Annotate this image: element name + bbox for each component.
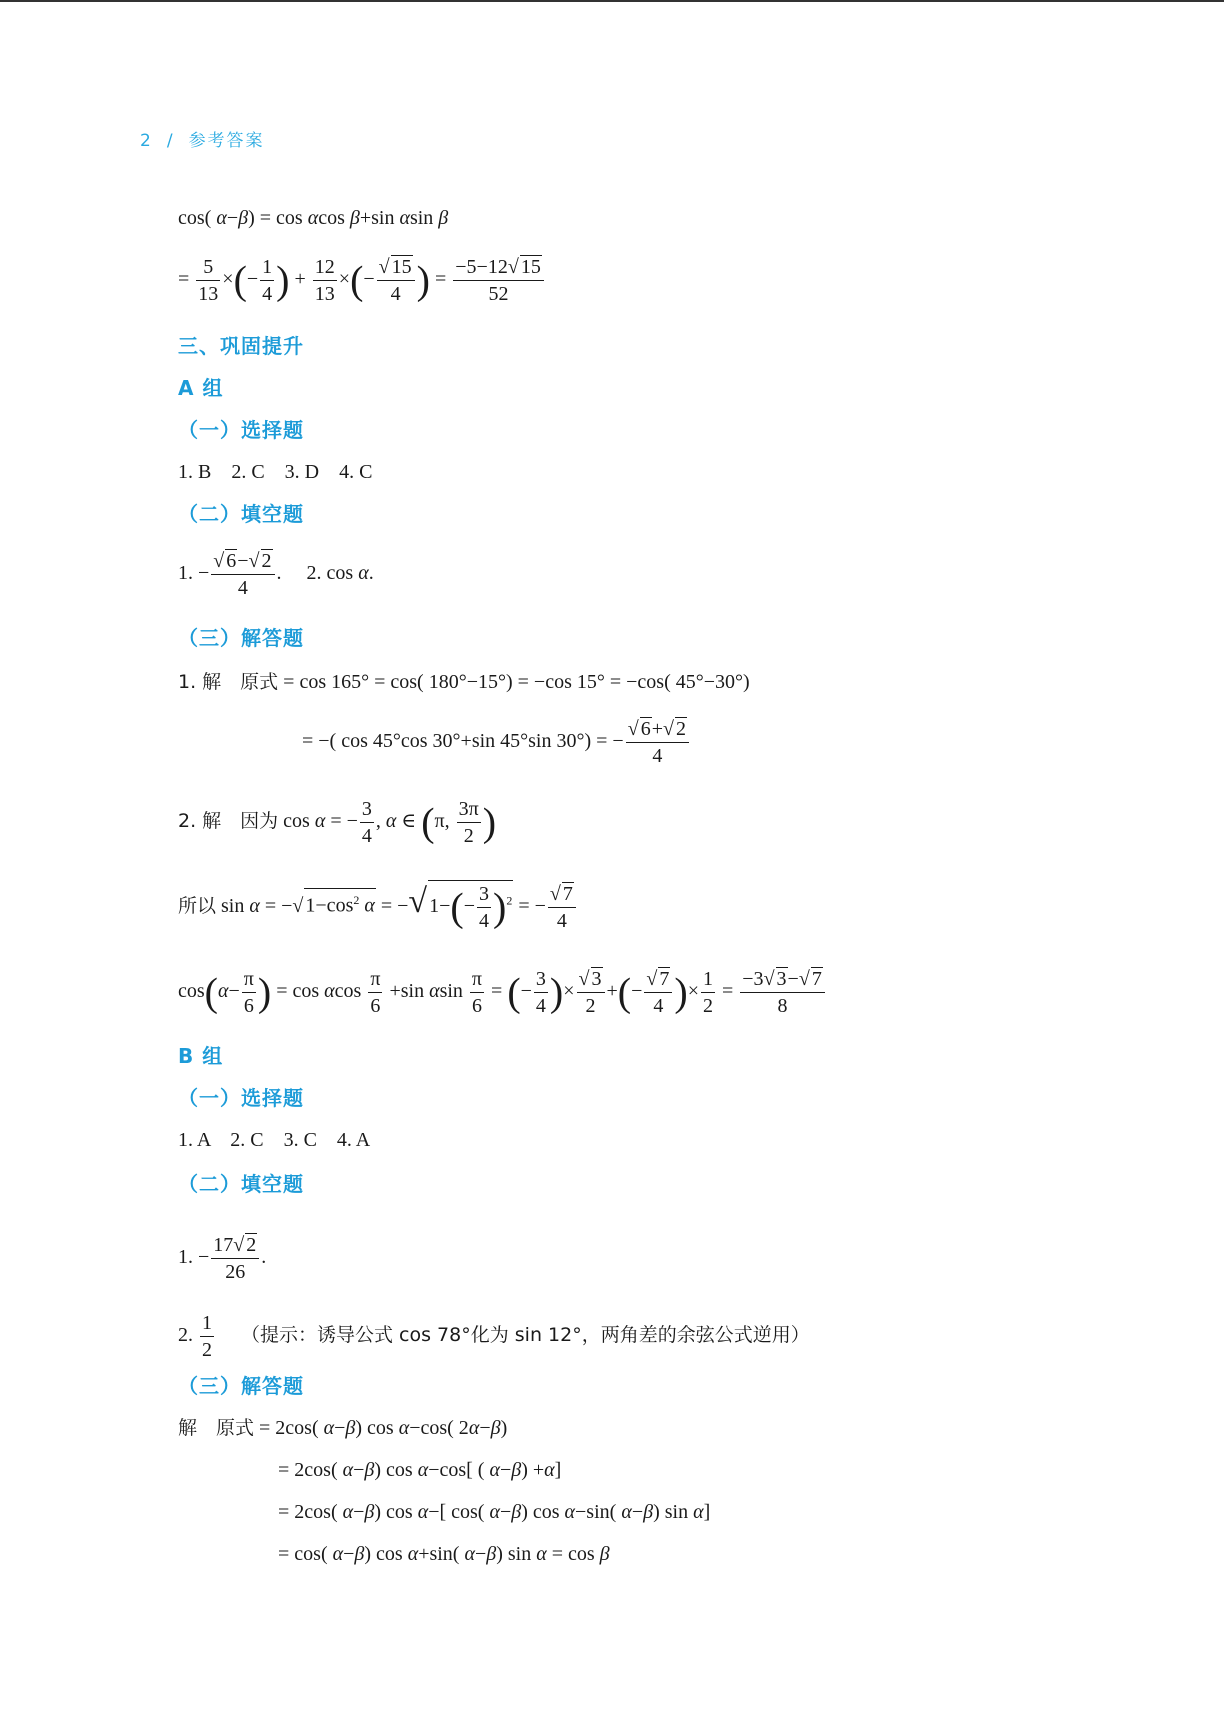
a-solve-2-line1: 2. 解 因为 cos α = − $\frac{3}{4}$ , α ∈ (π, $\frac{3\pi}{2}$ )	[178, 798, 497, 847]
header-separator: /	[166, 131, 175, 151]
a-solve-1-line2: = −( cos 45°cos 30°+sin 45°sin 30°) = − $\frac{√ 6+√ 2}{4}$	[302, 716, 691, 769]
a-fill-heading: （二）填空题	[178, 502, 304, 526]
a-solve-2-line3: cos(α− $\frac{\pi}{6}$ ) = cos αcos $\frac{\pi}{6}$ +sin αsin $\frac{\pi}{6}$ = (− $\frac{3}{4}$ )× $\frac{√ 3}{2}$ +(− $\frac{√ 7}{4}$ )× $\frac{1}{2}$ = $\frac{-3√ 3-√ 7}{8}$	[178, 966, 827, 1019]
b-solve-label: 解 原式	[178, 1417, 255, 1439]
header-title: 参考答案	[188, 131, 265, 151]
b-solve-line4: = cos( α−β) cos α+sin( α−β) sin α = cos β	[278, 1543, 610, 1565]
top-border	[0, 0, 1224, 2]
a-choice-heading: （一）选择题	[178, 418, 304, 442]
b-solve-line1: 解 原式 = 2cos( α−β) cos α−cos( 2α−β)	[178, 1417, 508, 1439]
formula-cos-diff-value: = $\frac{5}{13}$ ×(− $\frac{1}{4}$ ) + $\frac{12}{13}$ ×(− $\frac{√ 15}{4}$ ) = $\frac{-5-12√ 15}{52}$	[178, 254, 546, 307]
b-solve-line3: = 2cos( α−β) cos α−[ cos( α−β) cos α−sin( α−β) sin α]	[278, 1501, 711, 1523]
b-fill-answer-2: 2. $\frac{1}{2}$ （提示：诱导公式 cos 78°化为 sin 12°，两角差的余弦公式逆用）	[178, 1312, 810, 1361]
section-consolidate: 三、巩固提升	[178, 334, 304, 358]
a-solve-2-line2: 所以 sin α = −√ $1-\cos^2$ α = −√ 1−(− $\frac{3}{4}$ )$^2$ = − $\frac{√ 7}{4}$	[178, 880, 578, 934]
group-a-heading: A 组	[178, 376, 224, 400]
b-solve-line2: = 2cos( α−β) cos α−cos[ ( α−β) +α]	[278, 1459, 562, 1481]
b-fill-answer-1: 1. − $\frac{17√ 2}{26}$ .	[178, 1234, 267, 1283]
formula-cos-diff: cos( α−β) = cos αcos β+sin αsin β	[178, 207, 449, 229]
solve2-label: 2. 解 因为	[178, 810, 279, 833]
page-number: 2	[140, 131, 153, 151]
so-label: 所以	[178, 895, 217, 918]
a-choice-answers: 1. B 2. C 3. D 4. C	[178, 461, 373, 483]
a-fill-answers: 1. − $\frac{√ 6-√ 2}{4}$ . 2. cos α.	[178, 550, 374, 599]
a-solve-1-line1: 1. 解 原式 = cos 165° = cos( 180°−15°) = −cos 15° = −cos( 45°−30°)	[178, 671, 750, 693]
a-solve-heading: （三）解答题	[178, 626, 304, 650]
page-header	[140, 126, 265, 151]
b-solve-heading: （三）解答题	[178, 1374, 304, 1398]
group-b-heading: B 组	[178, 1044, 224, 1068]
b-choice-heading: （一）选择题	[178, 1086, 304, 1110]
b-choice-answers: 1. A 2. C 3. C 4. A	[178, 1129, 371, 1151]
b-fill-heading: （二）填空题	[178, 1172, 304, 1196]
solve1-label: 1. 解 原式	[178, 671, 279, 693]
b-hint: （提示：诱导公式 cos 78°化为 sin 12°，两角差的余弦公式逆用）	[241, 1324, 810, 1347]
